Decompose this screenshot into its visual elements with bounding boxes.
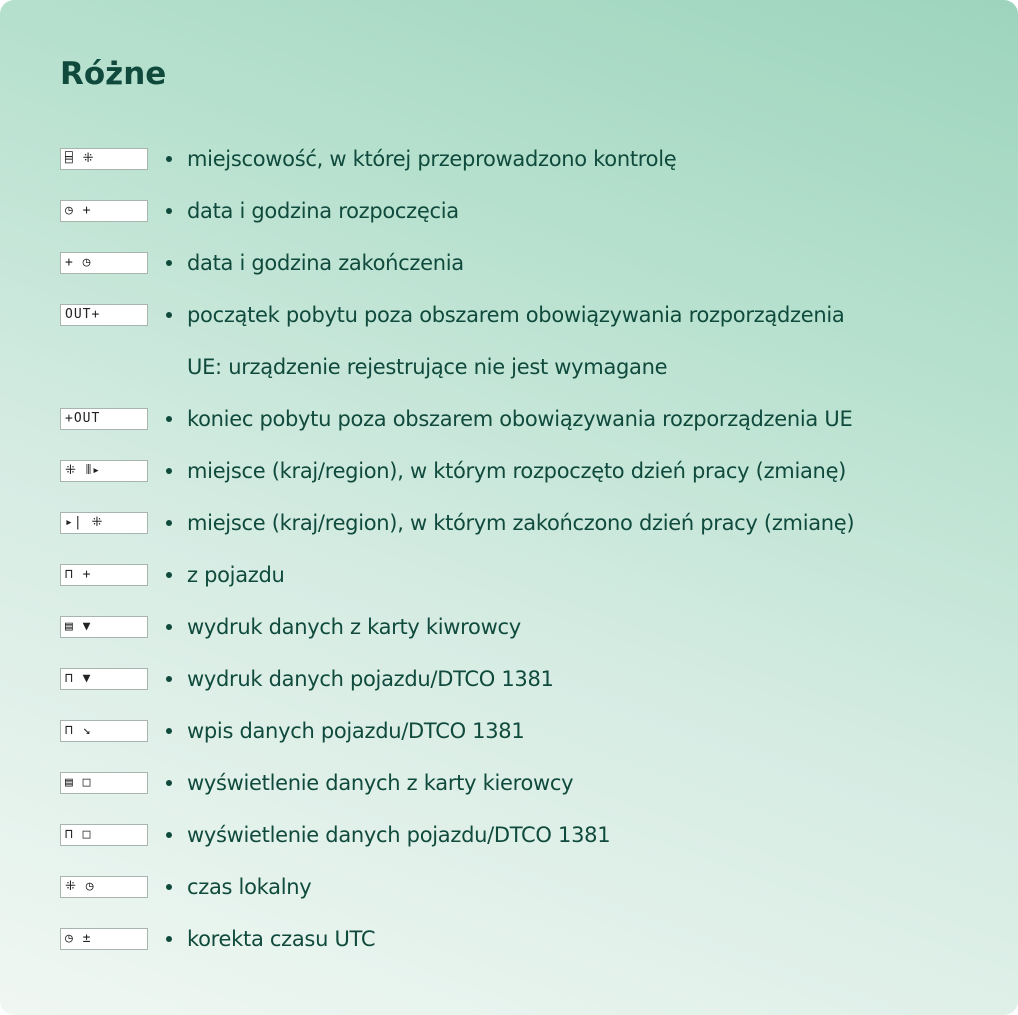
display-symbol-icon: ⁜ ◷ — [60, 876, 148, 898]
item-text: wydruk danych pojazdu/DTCO 1381 — [187, 667, 554, 691]
display-symbol-icon: ⊓ ▼ — [60, 668, 148, 690]
item-text: miejscowość, w której przeprowadzono kontrolę — [187, 147, 677, 171]
item-text: koniec pobytu poza obszarem obowiązywania rozporządzenia UE — [187, 407, 853, 431]
item-text: wyświetlenie danych pojazdu/DTCO 1381 — [187, 823, 611, 847]
display-symbol-icon: ⊓ ↘ — [60, 720, 148, 742]
bullet-icon — [166, 832, 172, 838]
display-symbol-icon: OUT+ — [60, 304, 148, 326]
display-symbol-icon: ⊓ □ — [60, 824, 148, 846]
list-item — [0, 301, 1018, 331]
display-symbol-icon: ▸| ⁜ — [60, 512, 148, 534]
bullet-icon — [166, 520, 172, 526]
bullet-icon — [166, 676, 172, 682]
item-text: data i godzina zakończenia — [187, 251, 464, 275]
list-item — [0, 405, 1018, 435]
item-text: wpis danych pojazdu/DTCO 1381 — [187, 719, 525, 743]
display-symbol-icon: ◷ + — [60, 200, 148, 222]
item-text: wydruk danych z karty kiwrowcy — [187, 615, 521, 639]
item-text: wyświetlenie danych z karty kierowcy — [187, 771, 574, 795]
item-text: czas lokalny — [187, 875, 312, 899]
list-item — [0, 613, 1018, 643]
bullet-icon — [166, 884, 172, 890]
list-item — [0, 561, 1018, 591]
bullet-icon — [166, 416, 172, 422]
display-symbol-icon: ⊓ + — [60, 564, 148, 586]
list-item — [0, 249, 1018, 279]
display-symbol-icon: ▤ ▼ — [60, 616, 148, 638]
list-item — [0, 769, 1018, 799]
display-symbol-icon: ⌸ ⁜ — [60, 148, 148, 170]
bullet-icon — [166, 468, 172, 474]
display-symbol-icon: +OUT — [60, 408, 148, 430]
item-text: data i godzina rozpoczęcia — [187, 199, 459, 223]
bullet-icon — [166, 728, 172, 734]
display-symbol-icon: + ◷ — [60, 252, 148, 274]
list-item — [0, 873, 1018, 903]
list-item — [0, 665, 1018, 695]
item-text: z pojazdu — [187, 563, 285, 587]
bullet-icon — [166, 208, 172, 214]
list-item — [0, 145, 1018, 175]
item-text: miejsce (kraj/region), w którym rozpoczęto dzień pracy (zmianę) — [187, 459, 847, 483]
bullet-icon — [166, 780, 172, 786]
display-symbol-icon: ◷ ± — [60, 928, 148, 950]
bullet-icon — [166, 572, 172, 578]
list-item — [0, 509, 1018, 539]
bullet-icon — [166, 936, 172, 942]
item-text: początek pobytu poza obszarem obowiązywania rozporządzenia — [187, 303, 845, 327]
bullet-icon — [166, 260, 172, 266]
list-item — [0, 197, 1018, 227]
item-text: miejsce (kraj/region), w którym zakończono dzień pracy (zmianę) — [187, 511, 855, 535]
display-symbol-icon: ▤ □ — [60, 772, 148, 794]
item-text: korekta czasu UTC — [187, 927, 376, 951]
bullet-icon — [166, 156, 172, 162]
list-item — [0, 457, 1018, 487]
bullet-icon — [166, 624, 172, 630]
list-item-continuation — [0, 353, 1018, 383]
page-title: Różne — [60, 56, 167, 92]
item-text-continuation: UE: urządzenie rejestrujące nie jest wymagane — [187, 355, 668, 379]
list-item — [0, 925, 1018, 955]
bullet-icon — [166, 312, 172, 318]
display-symbol-icon: ⁜ ⫴▸ — [60, 460, 148, 482]
list-item — [0, 821, 1018, 851]
list-item — [0, 717, 1018, 747]
